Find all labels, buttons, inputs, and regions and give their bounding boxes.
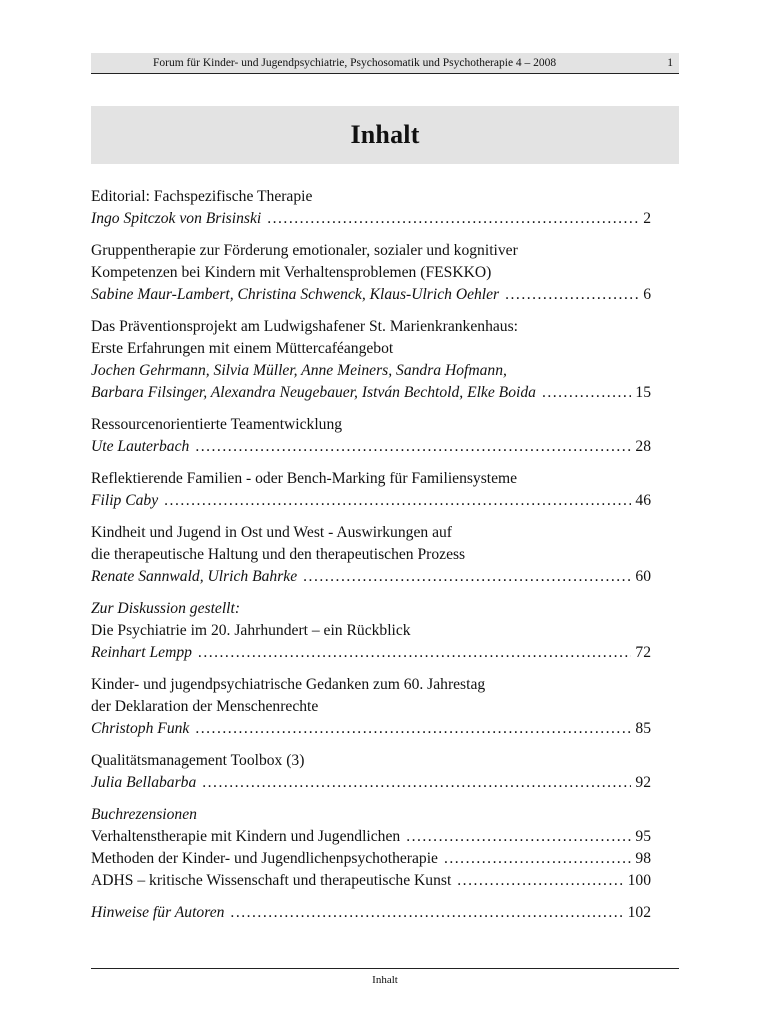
entry-authors: Barbara Filsinger, Alexandra Neugebauer, István Bechtold, Elke Boida <box>91 384 536 401</box>
dot-leader <box>267 208 639 230</box>
dot-leader <box>198 642 631 664</box>
toc-entry[interactable] <box>91 750 651 794</box>
dot-leader <box>230 902 623 924</box>
dot-leader <box>505 284 639 306</box>
dot-leader <box>406 826 631 848</box>
entry-authors: Ute Lauterbach <box>91 438 190 455</box>
toc-entry[interactable] <box>91 414 651 458</box>
entry-author-line <box>91 490 651 512</box>
journal-title: Forum für Kinder- und Jugendpsychiatrie, Psychosomatik und Psychotherapie 4 – 2008 <box>153 57 557 69</box>
review-title: ADHS – kritische Wissenschaft und therapeutische Kunst <box>91 872 452 889</box>
toc-entry[interactable] <box>91 468 651 512</box>
entry-authors: Julia Bellabarba <box>91 774 197 791</box>
entry-author-line <box>91 772 651 794</box>
entry-title: der Deklaration der Menschenrechte <box>91 698 319 715</box>
dot-leader <box>457 870 623 892</box>
entry-page: 92 <box>635 774 651 791</box>
entry-author-line <box>91 208 651 230</box>
entry-author-line <box>91 718 651 740</box>
review-page: 100 <box>627 872 651 889</box>
entry-authors: Ingo Spitczok von Brisinski <box>91 210 262 227</box>
footer-rule <box>91 968 679 969</box>
entry-page: 28 <box>635 438 651 455</box>
review-page: 95 <box>635 828 651 845</box>
entry-title: Reflektierende Familien - oder Bench-Marking für Familiensysteme <box>91 470 518 487</box>
section-label: Zur Diskussion gestellt: <box>91 600 241 617</box>
dot-leader <box>164 490 631 512</box>
entry-title: Editorial: Fachspezifische Therapie <box>91 188 313 205</box>
entry-title: Kompetenzen bei Kindern mit Verhaltensproblemen (FESKKO) <box>91 264 492 281</box>
dot-leader <box>303 566 631 588</box>
entry-author-line <box>91 566 651 588</box>
entry-author-line <box>91 642 651 664</box>
toc-entry[interactable] <box>91 522 651 588</box>
title-banner <box>91 106 679 164</box>
review-item[interactable] <box>91 848 651 870</box>
dot-leader <box>195 436 631 458</box>
entry-page: 60 <box>635 568 651 585</box>
review-title: Verhaltenstherapie mit Kindern und Jugendlichen <box>91 828 401 845</box>
running-footer: Inhalt <box>372 974 398 986</box>
running-header <box>91 53 679 74</box>
dot-leader <box>444 848 631 870</box>
entry-authors: Reinhart Lempp <box>91 644 192 661</box>
entry-page: 6 <box>643 286 651 303</box>
dot-leader <box>542 382 631 404</box>
review-item[interactable] <box>91 870 651 892</box>
reviews-section <box>91 804 651 892</box>
table-of-contents <box>91 186 651 934</box>
entry-title: Kindheit und Jugend in Ost und West - Auswirkungen auf <box>91 524 452 541</box>
entry-title: Erste Erfahrungen mit einem Müttercaféangebot <box>91 340 394 357</box>
entry-page: 2 <box>643 210 651 227</box>
entry-authors: Christoph Funk <box>91 720 190 737</box>
entry-title: Die Psychiatrie im 20. Jahrhundert – ein Rückblick <box>91 622 411 639</box>
entry-authors: Jochen Gehrmann, Silvia Müller, Anne Meiners, Sandra Hofmann, <box>91 362 507 379</box>
toc-entry[interactable] <box>91 186 651 230</box>
entry-author-line <box>91 382 651 404</box>
entry-title: die therapeutische Haltung und den therapeutischen Prozess <box>91 546 466 563</box>
review-page: 98 <box>635 850 651 867</box>
entry-author-line <box>91 436 651 458</box>
review-title: Methoden der Kinder- und Jugendlichenpsychotherapie <box>91 850 438 867</box>
notes-page: 102 <box>627 904 651 921</box>
review-item[interactable] <box>91 826 651 848</box>
entry-author-line <box>91 284 651 306</box>
dot-leader <box>195 718 631 740</box>
entry-title: Qualitätsmanagement Toolbox (3) <box>91 752 305 769</box>
toc-entry[interactable] <box>91 902 651 924</box>
dot-leader <box>202 772 631 794</box>
section-label: Buchrezensionen <box>91 806 197 823</box>
notes-line <box>91 902 651 924</box>
page-number: 1 <box>667 57 673 69</box>
toc-entry[interactable] <box>91 598 651 664</box>
page-title: Inhalt <box>350 120 420 149</box>
entry-page: 85 <box>635 720 651 737</box>
entry-page: 15 <box>635 384 651 401</box>
toc-entry[interactable] <box>91 674 651 740</box>
notes-title: Hinweise für Autoren <box>91 904 225 921</box>
entry-title: Ressourcenorientierte Teamentwicklung <box>91 416 343 433</box>
entry-authors: Sabine Maur-Lambert, Christina Schwenck, Klaus-Ulrich Oehler <box>91 286 500 303</box>
entry-title: Kinder- und jugendpsychiatrische Gedanken zum 60. Jahrestag <box>91 676 486 693</box>
toc-entry[interactable] <box>91 316 651 404</box>
entry-title: Das Präventionsprojekt am Ludwigshafener St. Marienkrankenhaus: <box>91 318 518 335</box>
entry-page: 72 <box>635 644 651 661</box>
entry-title: Gruppentherapie zur Förderung emotionaler, sozialer und kognitiver <box>91 242 518 259</box>
toc-entry[interactable] <box>91 240 651 306</box>
entry-authors: Filip Caby <box>91 492 159 509</box>
entry-authors: Renate Sannwald, Ulrich Bahrke <box>91 568 298 585</box>
entry-page: 46 <box>635 492 651 509</box>
